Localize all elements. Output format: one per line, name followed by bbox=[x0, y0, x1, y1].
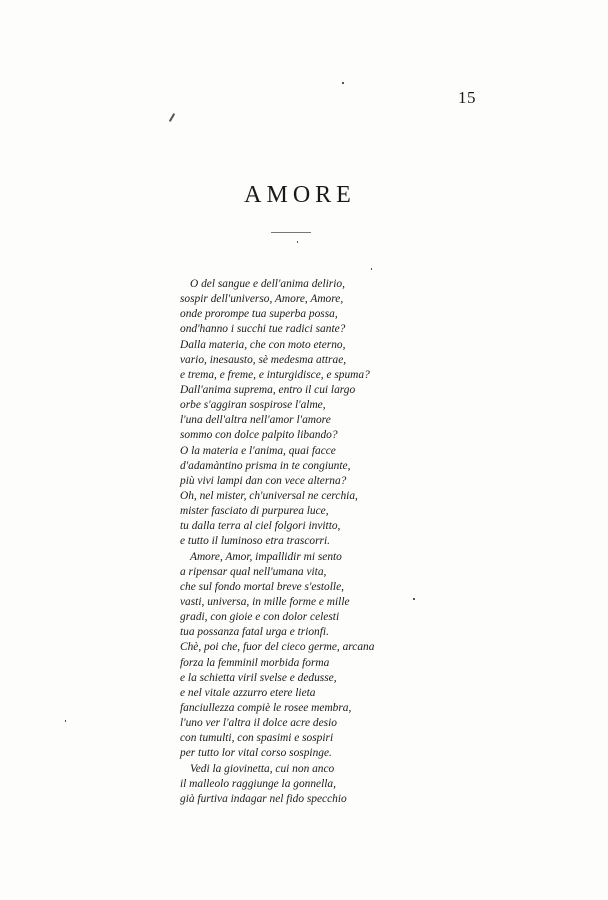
scan-mark bbox=[65, 720, 66, 722]
poem-line: e nel vitale azzurro etere lieta bbox=[180, 686, 316, 699]
poem-line: più vivi lampi dan con vece alterna? bbox=[180, 474, 347, 487]
poem-line: l'uno ver l'altra il dolce acre desio bbox=[180, 717, 337, 730]
poem-line: già furtiva indagar nel fido specchio bbox=[180, 792, 347, 805]
poem-line: sospir dell'universo, Amore, Amore, bbox=[180, 293, 344, 306]
poem-line: Dalla materia, che con moto eterno, bbox=[180, 338, 346, 351]
poem-line: Oh, nel mister, ch'universal ne cerchia, bbox=[180, 489, 358, 502]
poem-line: O la materia e l'anima, quai facce bbox=[180, 444, 336, 457]
scan-mark bbox=[297, 241, 298, 243]
poem-line: a ripensar qual nell'umana vita, bbox=[180, 565, 327, 578]
poem-title: AMORE bbox=[244, 182, 356, 208]
poem-line: tua possanza fatal urga e trionfi. bbox=[180, 626, 329, 639]
poem-line: fanciullezza compiè le rosee membra, bbox=[180, 701, 352, 714]
scan-mark bbox=[413, 598, 415, 600]
poem-line: O del sangue e dell'anima delirio, bbox=[190, 278, 345, 290]
poem-line: Amore, Amor, impallidir mi sento bbox=[190, 550, 342, 563]
poem-line: con tumulti, con spasimi e sospiri bbox=[180, 732, 334, 745]
poem-line: vasti, universa, in mille forme e mille bbox=[180, 595, 350, 608]
poem-line: orbe s'aggiran sospirose l'alme, bbox=[180, 399, 326, 412]
poem-line: vario, inesausto, sè medesma attrae, bbox=[180, 353, 347, 366]
poem-line: d'adamàntino prisma in te congiunte, bbox=[180, 459, 351, 472]
scan-mark bbox=[169, 113, 175, 122]
title-divider bbox=[271, 232, 311, 233]
poem-line: Dall'anima suprema, entro il cui largo bbox=[180, 383, 356, 396]
poem-line: e la schietta viril svelse e dedusse, bbox=[180, 671, 337, 684]
poem-line: Chè, poi che, fuor del cieco germe, arcana bbox=[180, 641, 375, 654]
scan-mark bbox=[342, 82, 344, 84]
poem-line: Vedi la giovinetta, cui non anco bbox=[190, 762, 335, 775]
poem-line: sommo con dolce palpito libando? bbox=[180, 429, 338, 442]
poem-line: e trema, e freme, e inturgidisce, e spuma? bbox=[180, 368, 370, 381]
page-number: 15 bbox=[458, 88, 476, 107]
poem-line: l'una dell'altra nell'amor l'amore bbox=[180, 414, 331, 427]
poem-line: gradi, con gioie e con dolor celesti bbox=[180, 611, 340, 624]
poem-body bbox=[180, 277, 420, 807]
poem-line: tu dalla terra al ciel folgori invitto, bbox=[180, 520, 341, 533]
poem-line: per tutto lor vital corso sospinge. bbox=[180, 747, 332, 760]
poem-line: il malleolo raggiunge la gonnella, bbox=[180, 777, 336, 790]
scan-mark bbox=[371, 268, 372, 270]
poem-line: che sul fondo mortal breve s'estolle, bbox=[180, 580, 344, 593]
poem-line: mister fasciato di purpurea luce, bbox=[180, 505, 329, 518]
poem-line: forza la femminil morbida forma bbox=[180, 656, 330, 669]
poem-line: ond'hanno i succhi tue radici sante? bbox=[180, 323, 346, 336]
poem-line: e tutto il luminoso etra trascorri. bbox=[180, 535, 330, 548]
poem-line: onde prorompe tua superba possa, bbox=[180, 308, 338, 321]
